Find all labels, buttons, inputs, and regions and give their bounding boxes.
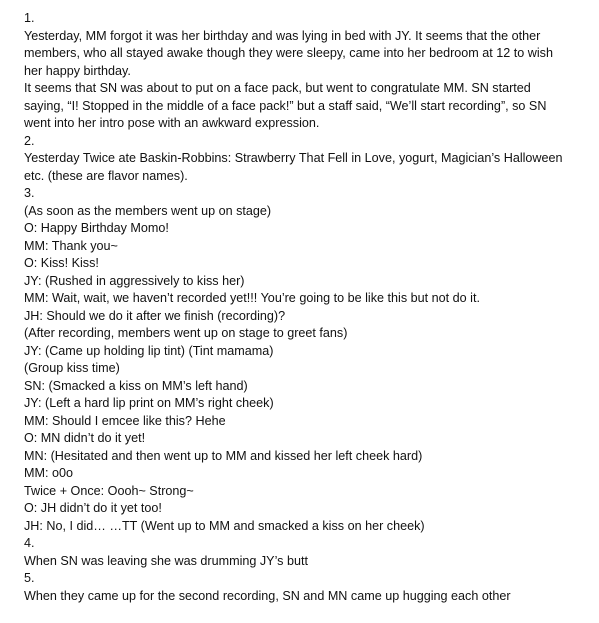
dialogue-line: MM: Thank you~ [24,238,118,253]
dialogue-line: JH: Should we do it after we finish (recording)? [24,308,286,323]
dialogue-line: JY: (Left a hard lip print on MM’s right cheek) [24,396,274,410]
paragraph-line: When SN was leaving she was drumming JY’s butt [24,553,308,568]
document-text [24,10,592,605]
dialogue-line: JY: (Rushed in aggressively to kiss her) [24,273,245,288]
paragraph-line: Yesterday Twice ate Baskin-Robbins: Strawberry That Fell in Love, yogurt, Magician’s Halloween [24,151,563,165]
section-number-5: 5. [24,571,35,585]
dialogue-line: MM: Wait, wait, we haven’t recorded yet!!! You’re going to be like this but not do it. [24,291,480,305]
dialogue-line: O: Happy Birthday Momo! [24,221,169,235]
dialogue-line: JH: No, I did… …TT (Went up to MM and smacked a kiss on her cheek) [24,518,425,533]
paragraph-line: When they came up for the second recording, SN and MN came up hugging each other [24,588,511,603]
paragraph-line: Yesterday, MM forgot it was her birthday and was lying in bed with JY. It seems that the other [24,28,541,43]
dialogue-line: MM: Should I emcee like this? Hehe [24,413,226,428]
paragraph-line: It seems that SN was about to put on a face pack, but went to congratulate MM. SN started [24,81,531,95]
section-number-4: 4. [24,536,35,550]
paragraph-line: saying, “I! Stopped in the middle of a face pack!” but a staff said, “We’ll start recording”, so SN [24,98,547,113]
dialogue-line: (Group kiss time) [24,361,120,375]
section-number-1: 1. [24,11,35,25]
dialogue-line: JY: (Came up holding lip tint) (Tint mamama) [24,343,274,358]
paragraph-line: etc. (these are flavor names). [24,168,188,183]
paragraph-line: her happy birthday. [24,63,131,78]
dialogue-line: (After recording, members went up on stage to greet fans) [24,326,348,340]
dialogue-line: Twice + Once: Oooh~ Strong~ [24,483,194,498]
dialogue-line: MM: o0o [24,466,73,480]
dialogue-line: O: JH didn’t do it yet too! [24,501,162,515]
section-number-3: 3. [24,186,35,200]
dialogue-line: O: Kiss! Kiss! [24,256,99,270]
dialogue-line: SN: (Smacked a kiss on MM’s left hand) [24,378,248,393]
dialogue-line: MN: (Hesitated and then went up to MM and kissed her left cheek hard) [24,448,423,463]
dialogue-line: (As soon as the members went up on stage) [24,203,272,218]
paragraph-line: went into her intro pose with an awkward expression. [24,116,320,130]
paragraph-line: members, who all stayed awake though they were sleepy, came into her bedroom at 12 to wish [24,46,553,60]
section-number-2: 2. [24,133,35,148]
dialogue-line: O: MN didn’t do it yet! [24,431,146,445]
